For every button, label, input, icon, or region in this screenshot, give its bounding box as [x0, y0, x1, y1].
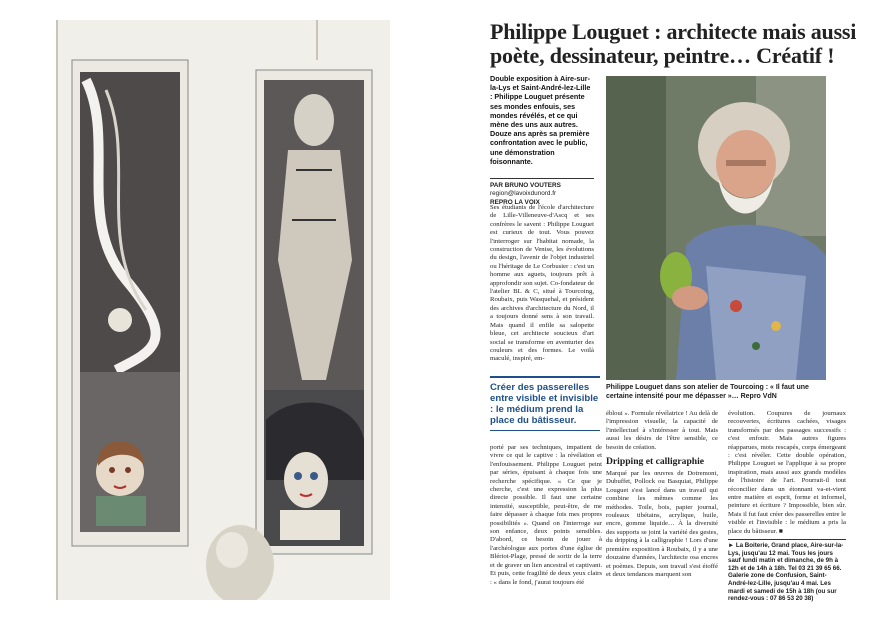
exhibition-info: ► La Boiterie, Grand place, Aire-sur-la-Lys, jusqu'au 12 mai. Tous les jours sauf lundi matin et dimanche, de 9h à 12h et de 14h à 18h. Tel 03 21 39 65 66. Galerie zone de Confusion, Saint-André-lez-Lille, jusqu'au 4 mai. Les mardi et samedi de 15h à 18h (ou sur rendez-vous : 07 86 53 20 38)	[728, 539, 846, 603]
subheading: Dripping et calligraphie	[606, 456, 705, 468]
artist-illustration	[606, 76, 826, 380]
column-1-lower-text: porté par ses techniques, impatient de vivre ce qui le captive : la révélation et l'enfouissement. Philippe Louguet peint par séries, épuisant à chaque fois une recherche spécifique. « Ce que je cherche, c'est une expression la plus directe possible. Il faut une certaine intensité, susceptible, peut-être, de me faire dépasser à chaque fois mes propres possibilités ». Quand on l'interroge sur son enfance, deux points sensibles. D'abord, ce besoin de jouer à l'archéologue aux portes d'une église de Blériot-Plage, pressé de sortir de la terre et de graver un lien ancestral et captivant. Et puis, cette fragilité de deux yeux clairs : « dans le fond, j'aurai toujours été	[490, 444, 602, 586]
article-deck: Double exposition à Aire-sur-la-Lys et Saint-André-lez-Lille : Philippe Louguet présente ses mondes enfouis, ses mondes révélés, et ce qui mène des uns aux autres. Douze ans après sa première confrontation avec le public, une démonstration foisonnante.	[490, 74, 591, 166]
column-2-top-text: ébloui ». Formule révélatrice ! Au delà de l'impression visuelle, la capacité de l'intellectuel à s'intéresser à tout. Mais aussi les désirs de l'être sensible, ce besoin de création.	[606, 410, 718, 451]
newspaper-article	[474, 14, 870, 610]
right-panel	[256, 70, 372, 554]
photo-caption: Philippe Louguet dans son atelier de Tourcoing : « Il faut une certaine intensité pour me dépasser »… Repro VdN	[606, 384, 809, 400]
byline-source: REPRO LA VOIX	[490, 198, 540, 206]
byline-author: PAR BRUNO VOUTERS	[490, 182, 561, 189]
column-2	[606, 410, 718, 579]
column-3-text: évolution. Coupures de journaux recouvertes, écritures cachées, visages transformés par des passages successifs : c'est enfouir. Mais autres figures réapparues, mots rescapés, corps émergeant : c'est révéler. Cette double opération, Philippe Louguet se l'applique à sa propre inspiration, mais aussi aux grands modèles de l'histoire de l'art. Pourrait-il tout réconcilier dans un étonnant va-et-vient entre matière et esprit, forme et informel, peinture et écriture ? Impossible, bien sûr. Mais il fut faut créer des passerelles entre le visible et l'invisible : le médium a pris la place du bâtisseur. ■	[728, 410, 846, 535]
artist-photo	[606, 76, 826, 380]
column-1-text: Ses étudiants de l'école d'architecture de Lille-Villeneuve-d'Ascq et ses confrères le savent : Philippe Louguet est curieux de tout. Vous pouvez l'interroger sur l'habitat nomade, la construction de Venise, les évolutions du design, l'avenir de l'objet industriel ou l'héritage de Le Corbusier : c'est un homme aux aguets, toujours prêt à approfondir son sujet. Co-fondateur de l'atelier BL & C, situé à Tourcoing, Roubaix, puis Wasquehal, et président des archives d'architecture du Nord, il a toujours donné sens à son travail. Mais quand il enfile sa salopette bleue, cet architecte soucieux d'art social se transforme en aventurier des couleurs et des formes. Le voilà maculé, inspiré, em-	[490, 204, 594, 363]
artwork-photo	[56, 20, 390, 600]
left-panel	[72, 60, 188, 546]
artwork-illustration	[56, 20, 390, 600]
pull-quote: Créer des passerelles entre visible et invisible : le médium prend la place du bâtisseur.	[490, 376, 600, 431]
byline-email: region@lavoixdunord.fr	[490, 190, 557, 198]
column-3	[728, 410, 846, 603]
byline	[490, 178, 594, 207]
article-headline: Philippe Louguet : architecte mais aussi poète, dessinateur, peintre… Créatif !	[490, 19, 857, 68]
column-2-bottom-text: Marqué par les œuvres de Dotremont, Dubuffet, Pollock ou Basquiat, Philippe Louguet s'est lancé dans un travail qui combine les mêmes comme les méthodes. Toile, bois, papier journal, rouleaux tibétains, acrylique, huile, encre, gomme liquide… À la diversité des supports se joint la variété des gestes, du dripping à la calligraphie ! Lors d'une première exposition à Roubaix, il y a une douzaine d'années, l'architecte osa encres et poèmes. Depuis, son travail s'est étoffé et deux tendances marquent son	[606, 470, 718, 578]
